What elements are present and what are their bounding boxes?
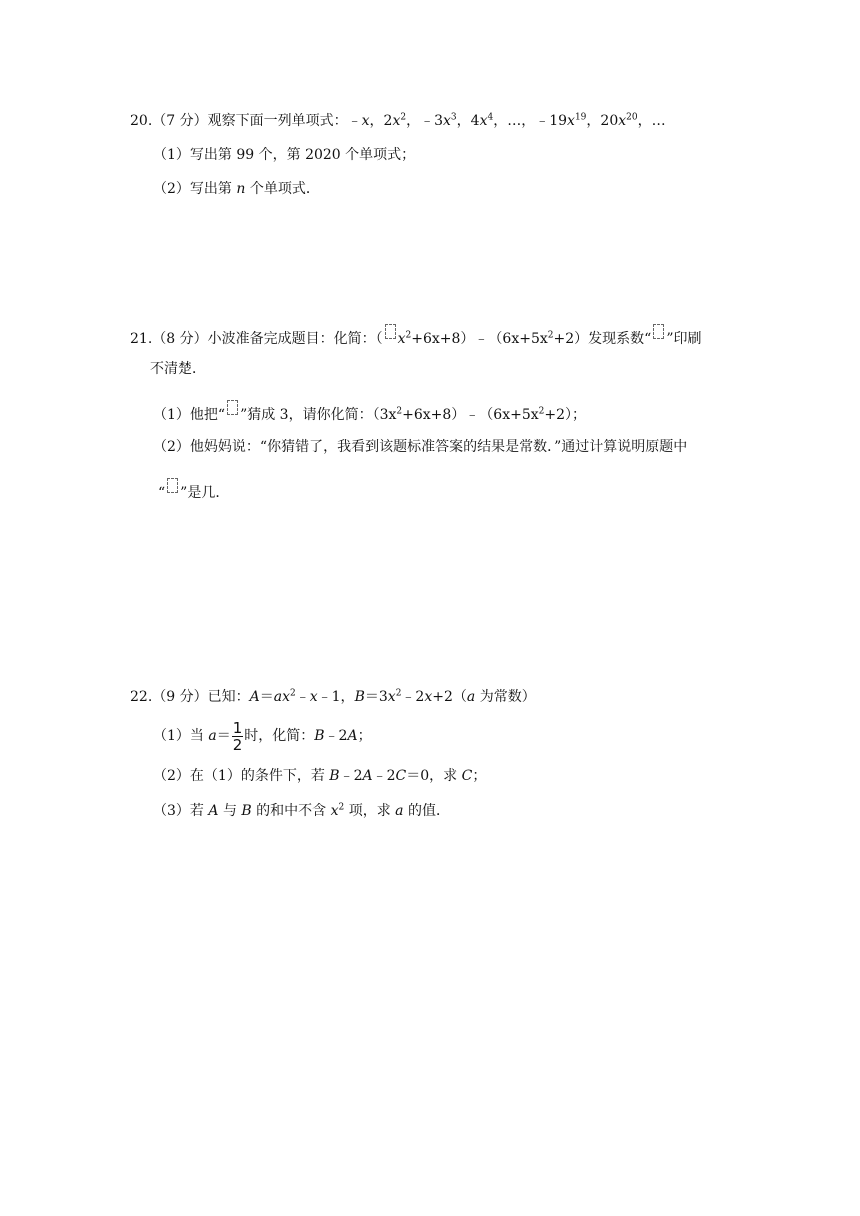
q20-monomial: x [361,113,370,129]
fraction-one-half [232,720,244,753]
q20-separator: ， [456,113,471,129]
q21-head: 21.（8 分）小波准备完成题目：化简：（ [130,331,383,347]
q21-part2-text: （2）他妈妈说：“你猜错了，我看到该题标准答案的结果是常数．”通过计算说明原题中 [153,439,688,455]
q21-part2-cont-text: ”是几． [180,485,230,501]
q22-line: 22.（9 分）已知：$A=ax^2﹣x﹣1$，$B=3x^2﹣2x+2(a$ 为常数） [130,688,536,705]
q20-monomial: $2x^2$ [383,112,407,129]
q20-monomial: $20x^{20}$ [600,112,638,129]
q20-separator: ， [586,113,601,129]
q22-part3-exp: 2 [338,802,345,813]
q22-exp2: 2 [395,688,402,699]
q22-exp: 2 [290,688,296,699]
q20-part2-var: n [236,181,246,197]
q22-head: 22.（9 分）已知： [130,689,250,705]
q21-expr1: +6x+8）﹣（6x+5x [411,331,548,347]
q22-part1-a: （1）当 [153,728,209,744]
q20-sequence [348,113,638,129]
q21-part1-exp2: 2 [538,406,545,417]
q20-part2-text-a: （2）写出第 [153,181,237,197]
q20-part2-text-b: 个单项式． [245,181,320,197]
q20-monomial: $3x^3$ [434,112,457,129]
blank-coefficient-box [653,324,664,339]
q22-part2-text: （2）在（1）的条件下，若 [153,768,325,784]
q20-monomial: $4x^4$ [470,112,494,129]
q21-expr1c: ”印刷 [666,331,702,347]
q20-head: 20.（7 分）观察下面一列单项式： [130,113,348,129]
q22-part2: （2）在（1）的条件下，若 B﹣2A﹣2C＝0，求 C； [153,768,487,784]
q20-separator: ﹣ [347,113,362,129]
fraction-denominator: 2 [232,735,243,754]
q21-part1-exp: 2 [396,406,403,417]
blank-coefficient-box [385,324,396,339]
q21-cont-text: 不清楚． [150,361,206,377]
fraction-numerator: 1 [232,718,243,737]
q20-part2 [153,179,320,199]
q21-part1 [153,400,586,425]
q21-part1-a: （1）他把“ [153,407,226,423]
q22-part1: （1）当 a＝ $\frac{1}{2}$ 时，化简：B﹣2A； [153,718,372,754]
q21-part2 [153,437,687,457]
blank-coefficient-box [227,400,238,415]
q22-part3: （3）若 A 与 B 的和中不含 $x^2$ 项，求 a 的值． [153,802,450,819]
blank-coefficient-box [167,478,178,493]
q22-part3-text: （3）若 [153,803,204,819]
q21-part2-cont: “ ”是几． [158,478,229,503]
q20-separator: ， [369,113,384,129]
q21-expr1b: +2）发现系数“ [553,331,652,347]
q21-part1-b: ”猜成 3，请你化简：（3x [240,407,397,423]
q22-part1-b: 时，化简： [244,728,315,744]
q20-monomial: $19x^{19}$ [549,112,587,129]
q20-tail: ，… [637,113,666,129]
q20-separator: ，…，﹣ [493,113,550,129]
q21-part1-c: +6x+8）﹣（6x+5x [402,407,539,423]
q21-cont [150,359,206,379]
q20-separator: ，﹣ [406,113,435,129]
q20-part1-text: （1）写出第 99 个，第 2020 个单项式； [153,147,416,163]
q21-exp2: 2 [547,330,554,341]
q20-part1 [153,145,415,165]
q21-exp: 2 [405,330,412,341]
q20-line [130,111,666,131]
q21-part1-d: +2）； [544,407,587,423]
q21-line: 21.（8 分）小波准备完成题目：化简：（ $x^2+6x+8)﹣(6x+5x^2+2)$发现系数“ ”印刷 [130,324,701,349]
